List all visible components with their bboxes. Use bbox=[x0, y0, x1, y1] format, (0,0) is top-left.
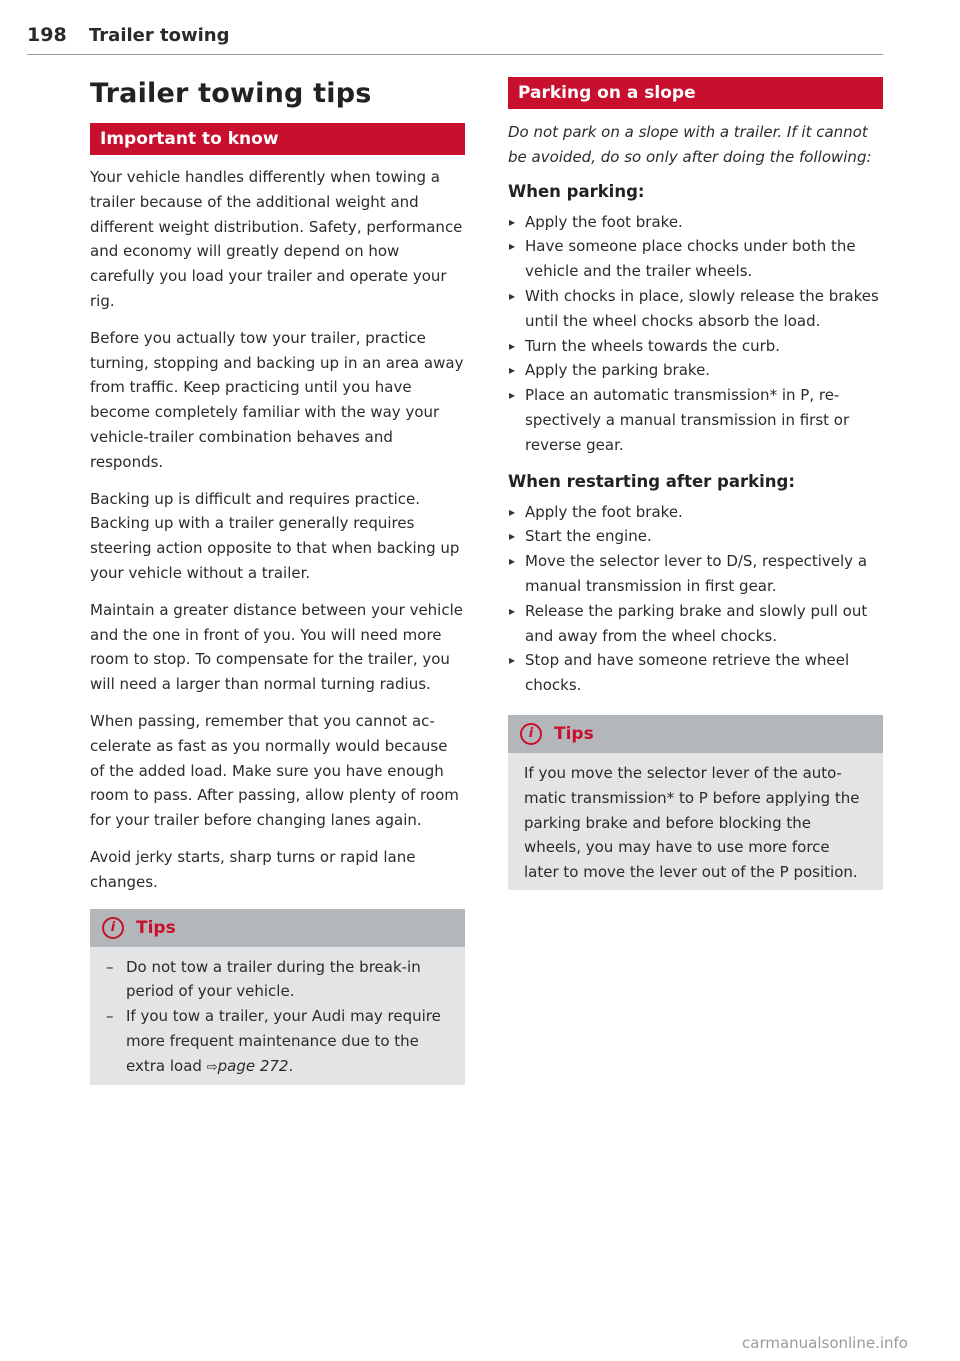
list-item: ▸ Stop and have someone retrieve the wheel chocks. bbox=[508, 648, 883, 698]
section-name: Trailer towing bbox=[89, 25, 230, 46]
list-item: ▸ Have someone place chocks under both the vehicle and the trailer wheels. bbox=[508, 234, 883, 284]
info-icon: i bbox=[102, 917, 124, 939]
list-item: ▸ Release the parking brake and slowly pull out and away from the wheel chocks. bbox=[508, 599, 883, 649]
paragraph: Before you actually tow your trailer, practice turning, stopping and backing up in an area away from traffic. Keep practicing until you have become completely familiar with the way your vehicle-trailer combination behaves and responds. bbox=[90, 328, 464, 471]
list-item: ▸ Start the engine. bbox=[508, 524, 883, 549]
tips-header bbox=[90, 909, 465, 947]
tips-title: Tips bbox=[136, 917, 176, 938]
intro-text: Do not park on a slope with a trailer. If it cannot be avoided, do so only after doing the following: bbox=[508, 123, 872, 166]
tips-box bbox=[90, 909, 465, 1085]
paragraph: When passing, remember that you cannot accelerate as fast as you normally would because of the added load. Make sure you have enough room to pass. After passing, allow plenty of room for your trailer before changing lanes again. bbox=[90, 711, 459, 830]
list-item: ▸ With chocks in place, slowly release the brakes until the wheel chocks absorb the load. bbox=[508, 284, 883, 334]
list-item: ▸ Move the selector lever to D/S, respectively a manual transmission in first gear. bbox=[508, 549, 883, 599]
info-icon: i bbox=[520, 723, 542, 745]
right-column bbox=[508, 70, 883, 890]
tip-item: – If you tow a trailer, your Audi may require more frequent maintenance due to the extra load ⇨page 272. bbox=[106, 1004, 451, 1080]
list-item: ▸ Apply the parking brake. bbox=[508, 358, 883, 383]
page-reference-link[interactable]: page 272 bbox=[217, 1056, 289, 1075]
tip-text: If you move the selector lever of the automatic transmission* to P before applying the parking brake and before blocking the wheels, you may have to use more force later to move the lever out of the P position. bbox=[524, 763, 860, 882]
list-item: ▸ Apply the foot brake. bbox=[508, 500, 883, 525]
list-item: ▸ Turn the wheels towards the curb. bbox=[508, 334, 883, 359]
tips-header bbox=[508, 715, 883, 753]
tips-title: Tips bbox=[554, 723, 594, 744]
subheading-important: Important to know bbox=[90, 123, 465, 155]
list-item: ▸ Apply the foot brake. bbox=[508, 210, 883, 235]
paragraph: Your vehicle handles differently when towing a trailer because of the additional weight and different weight distribution. Safety, performance and economy will greatly depend on how carefully you load your trailer and operate your rig. bbox=[90, 168, 463, 310]
left-column bbox=[90, 70, 465, 1085]
parking-steps bbox=[508, 210, 883, 458]
watermark: carmanualsonline.info bbox=[742, 1334, 908, 1352]
page-title: Trailer towing tips bbox=[90, 78, 372, 109]
page-number: 198 bbox=[27, 24, 67, 46]
paragraph: Avoid jerky starts, sharp turns or rapid lane changes. bbox=[90, 847, 416, 891]
page-header bbox=[27, 24, 883, 55]
page-ref-arrow-icon: ⇨ bbox=[206, 1059, 218, 1075]
parking-heading: When parking: bbox=[508, 181, 645, 201]
restart-steps bbox=[508, 500, 883, 698]
restart-heading: When restarting after parking: bbox=[508, 471, 795, 491]
paragraph: Backing up is difficult and requires practice. Backing up with a trailer generally requires steering action opposite to that when backing up your vehicle without a trailer. bbox=[90, 489, 460, 582]
tip-item: – Do not tow a trailer during the break-in period of your vehicle. bbox=[106, 955, 451, 1005]
subheading-parking-slope: Parking on a slope bbox=[508, 77, 883, 109]
paragraph: Maintain a greater distance between your vehicle and the one in front of you. You will need more room to stop. To compensate for the trailer, you will need a larger than normal turning radius. bbox=[90, 600, 463, 694]
tips-box bbox=[508, 715, 883, 890]
list-item: ▸ Place an automatic transmission* in P, respectively a manual transmission in first or reverse gear. bbox=[508, 383, 883, 457]
